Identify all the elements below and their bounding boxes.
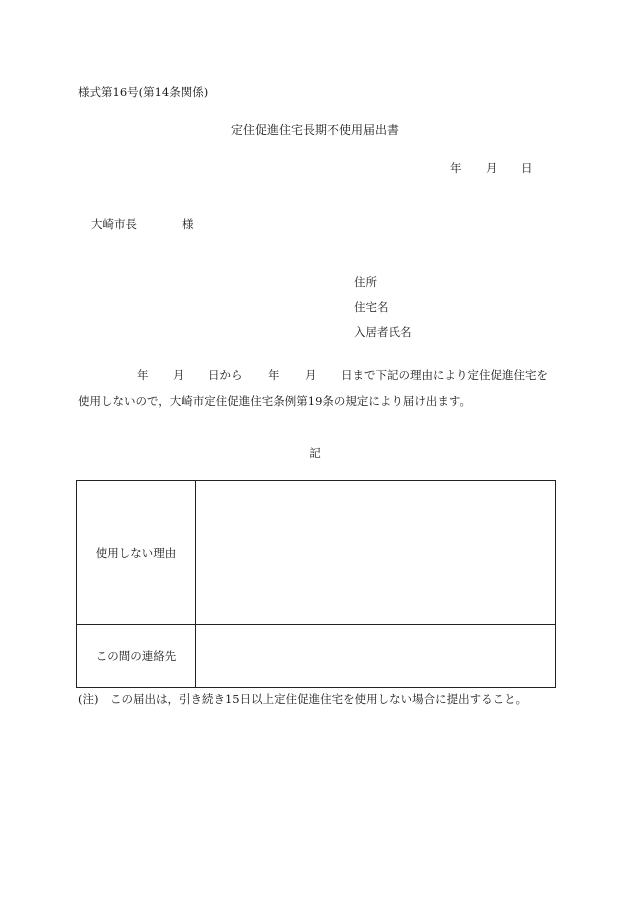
- date-month-label: 月: [486, 161, 498, 175]
- date-year-label: 年: [450, 161, 462, 175]
- period-start-day: 日から: [208, 368, 243, 382]
- document-title: 定住促進住宅長期不使用届出書: [230, 123, 399, 137]
- period-end-year: 年: [268, 368, 280, 382]
- reason-field[interactable]: [196, 481, 555, 624]
- reason-label: 使用しない理由: [95, 546, 177, 560]
- footnote: (注) この届出は，引き続き15日以上定住促進住宅を使用しない場合に提出すること。: [78, 692, 528, 706]
- address-label: 住所: [354, 275, 377, 289]
- period-end-month: 月: [305, 368, 317, 382]
- housing-name-label: 住宅名: [354, 300, 389, 314]
- record-table: [76, 480, 556, 688]
- body-line1-rest: 日まで下記の理由により定住促進住宅を: [341, 368, 548, 382]
- date-day-label: 日: [521, 161, 533, 175]
- period-start-month: 月: [173, 368, 185, 382]
- form-number: 様式第16号(第14条関係): [78, 85, 209, 99]
- body-line2: 使用しないので，大崎市定住促進住宅条例第19条の規定により届け出ます。: [78, 394, 471, 408]
- addressee-name: 大崎市長: [91, 217, 137, 231]
- contact-field[interactable]: [196, 625, 555, 687]
- addressee-honorific: 様: [182, 217, 194, 231]
- resident-name-label: 入居者氏名: [354, 325, 412, 339]
- period-start-year: 年: [137, 368, 149, 382]
- ki-heading: 記: [309, 446, 321, 460]
- contact-label: この間の連絡先: [95, 649, 177, 663]
